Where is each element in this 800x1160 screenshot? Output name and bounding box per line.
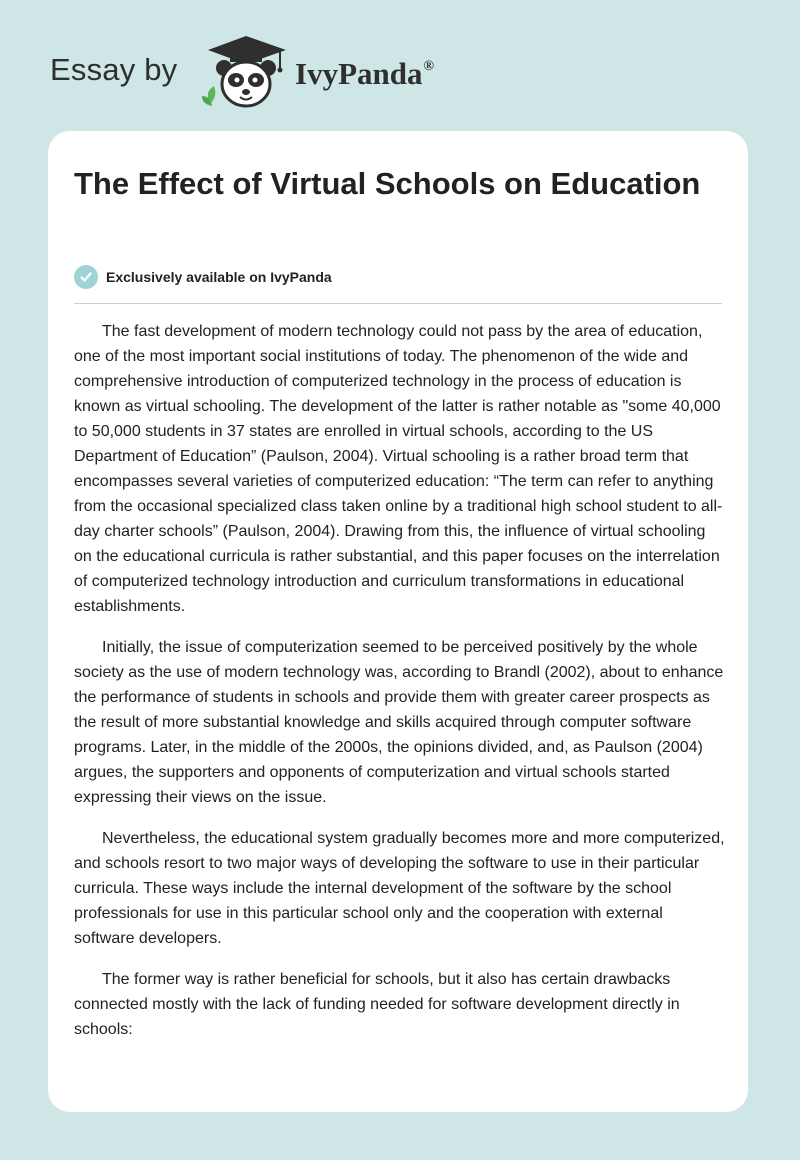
article-body: [74, 319, 726, 1058]
registered-mark: ®: [423, 59, 434, 74]
title-divider: [74, 303, 722, 304]
paragraph-3: Nevertheless, the educational system gradually becomes more and more computerized, and schools resort to two major ways of developing the software to use in their particular curricula. These ways include the internal development of the software by the school professionals for use in this particular school only and the cooperation with external software developers.: [74, 830, 725, 947]
brand-name: IvyPanda: [295, 56, 423, 91]
article-title: The Effect of Virtual Schools on Education: [74, 166, 701, 201]
essay-by-label: Essay by: [50, 52, 178, 87]
paragraph-1: The fast development of modern technology could not pass by the area of education, one of the most important social institutions of today. The phenomenon of the wide and comprehensive introduction of computerized technology in the process of education is known as virtual schooling. The development of the latter is rather notable as "some 40,000 to 50,000 students in 37 states are enrolled in virtual schools, according to the US Department of Education” (Paulson, 2004). Virtual schooling is a rather broad term that encompasses several varieties of computerized education: “The term can refer to anything from the occasional specialized class taken online by a traditional high school student to all-day charter schools” (Paulson, 2004). Drawing from this, the influence of virtual schooling on the educational curricula is rather substantial, and this paper focuses on the interrelation of computerized technology introduction and curriculum transformations in educational establishments.: [74, 323, 723, 615]
paragraph-4: The former way is rather beneficial for schools, but it also has certain drawbacks connected mostly with the lack of funding needed for software development directly in schools:: [74, 971, 680, 1038]
site-header: [0, 0, 800, 130]
article-card: [48, 131, 748, 1112]
exclusive-badge: [74, 264, 332, 290]
panda-graduate-icon[interactable]: [200, 34, 292, 110]
check-circle-icon: [74, 265, 98, 289]
paragraph-2: Initially, the issue of computerization seemed to be perceived positively by the whole society as the use of modern technology was, according to Brandl (2002), about to enhance the performance of students in schools and provide them with greater career prospects as the result of more substantial knowledge and skills acquired through computer software programs. Later, in the middle of the 2000s, the opinions divided, and, as Paulson (2004) argues, the supporters and opponents of computerization and virtual schools started expressing their views on the issue.: [74, 639, 724, 806]
exclusive-badge-label: Exclusively available on IvyPanda: [106, 269, 332, 285]
brand-logo[interactable]: [295, 56, 434, 92]
